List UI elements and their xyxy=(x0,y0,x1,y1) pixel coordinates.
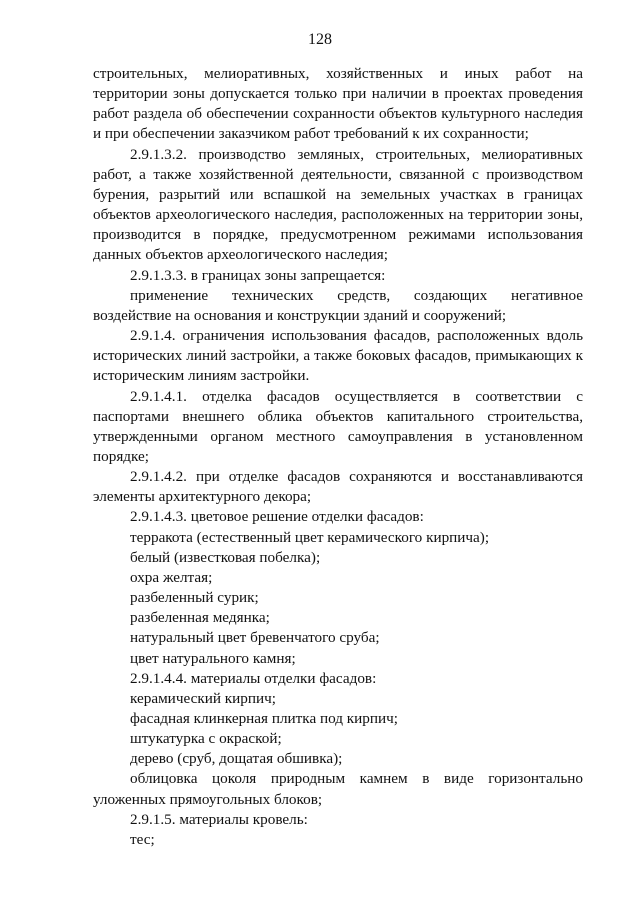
paragraph: 2.9.1.4.1. отделка фасадов осуществляется в соответствии с паспортами внешнего облика объектов капитального строительства, утвержденными органом местного самоуправления в установленном порядке; xyxy=(93,387,583,465)
list-item: охра желтая; xyxy=(130,568,213,586)
list-item: штукатурка с окраской; xyxy=(130,730,282,748)
paragraph: 2.9.1.5. материалы кровель: xyxy=(130,810,308,828)
paragraph: 2.9.1.3.2. производство земляных, строительных, мелиоративных работ, а также хозяйственной деятельности, связанной с производством бурения, разрытий или вспашкой на земельных участках в границах объектов археологического наследия, расположенных на территории зоны, производится в порядке, предусмотренном режимами использования данных объектов археологического наследия; xyxy=(93,145,583,264)
list-item: разбеленная медянка; xyxy=(130,609,270,627)
paragraph: 2.9.1.3.3. в границах зоны запрещается: xyxy=(130,266,386,284)
list-item: натуральный цвет бревенчатого сруба; xyxy=(130,629,380,647)
paragraph: 2.9.1.4.2. при отделке фасадов сохраняются и восстанавливаются элементы архитектурного декора; xyxy=(93,468,583,506)
paragraph: применение технических средств, создающих негативное воздействие на основания и конструкции зданий и сооружений; xyxy=(93,286,583,324)
list-item: белый (известковая побелка); xyxy=(130,548,321,566)
list-item: фасадная клинкерная плитка под кирпич; xyxy=(130,710,399,727)
list-item: дерево (сруб, дощатая обшивка); xyxy=(130,750,343,768)
list-item: разбеленный сурик; xyxy=(130,589,259,607)
list-item: тес; xyxy=(130,830,155,848)
document-body xyxy=(93,64,583,850)
page-number: 128 xyxy=(308,31,332,48)
list-item: терракота (естественный цвет керамического кирпича); xyxy=(130,528,490,546)
paragraph: 2.9.1.4. ограничения использования фасадов, расположенных вдоль исторических линий застройки, а также боковых фасадов, примыкающих к историческим линиям застройки. xyxy=(93,327,583,385)
list-item: керамический кирпич; xyxy=(130,689,276,707)
list-item: облицовка цоколя природным камнем в виде горизонтально уложенных прямоугольных блоков; xyxy=(93,770,583,808)
paragraph: 2.9.1.4.4. материалы отделки фасадов: xyxy=(130,669,377,687)
list-item: цвет натурального камня; xyxy=(130,649,296,667)
paragraph: 2.9.1.4.3. цветовое решение отделки фасадов: xyxy=(130,508,424,526)
paragraph: строительных, мелиоративных, хозяйственных и иных работ на территории зоны допускается только при наличии в проектах проведения работ раздела об обеспечении сохранности объектов культурного наследия и при обеспечении заказчиком работ требований к их сохранности; xyxy=(93,65,583,143)
